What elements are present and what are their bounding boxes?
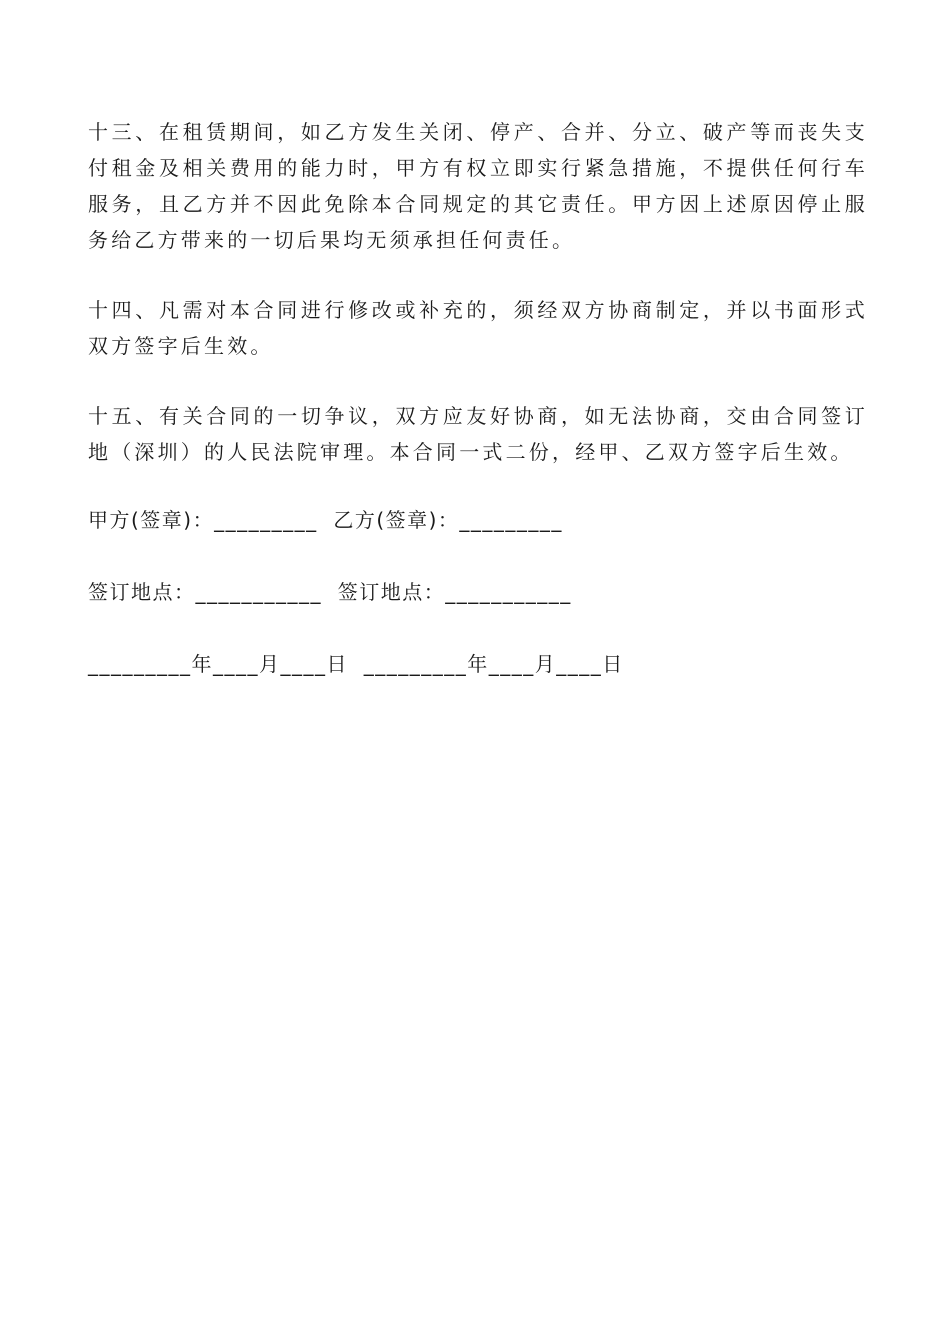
signing-place-line: 签订地点：___________ 签订地点：___________ (88, 580, 572, 604)
clause-13: 十三、在租赁期间，如乙方发生关闭、停产、合并、分立、破产等而丧失支付租金及相关费用的能力时，甲方有权立即实行紧急措施，不提供任何行车服务，且乙方并不因此免除本合同规定的其它责任。甲方因上述原因停止服务给乙方带来的一切后果均无须承担任何责任。 (88, 120, 868, 252)
clause-14: 十四、凡需对本合同进行修改或补充的，须经双方协商制定，并以书面形式双方签字后生效。 (88, 298, 868, 358)
contract-page (88, 114, 868, 718)
signature-seals-line: 甲方(签章)：_________ 乙方(签章)：_________ (88, 508, 563, 532)
clause-15: 十五、有关合同的一切争议，双方应友好协商，如无法协商，交由合同签订地（深圳）的人民法院审理。本合同一式二份，经甲、乙双方签字后生效。 (88, 404, 868, 464)
signing-date-line: _________年____月____日 _________年____月____日 (88, 652, 624, 676)
